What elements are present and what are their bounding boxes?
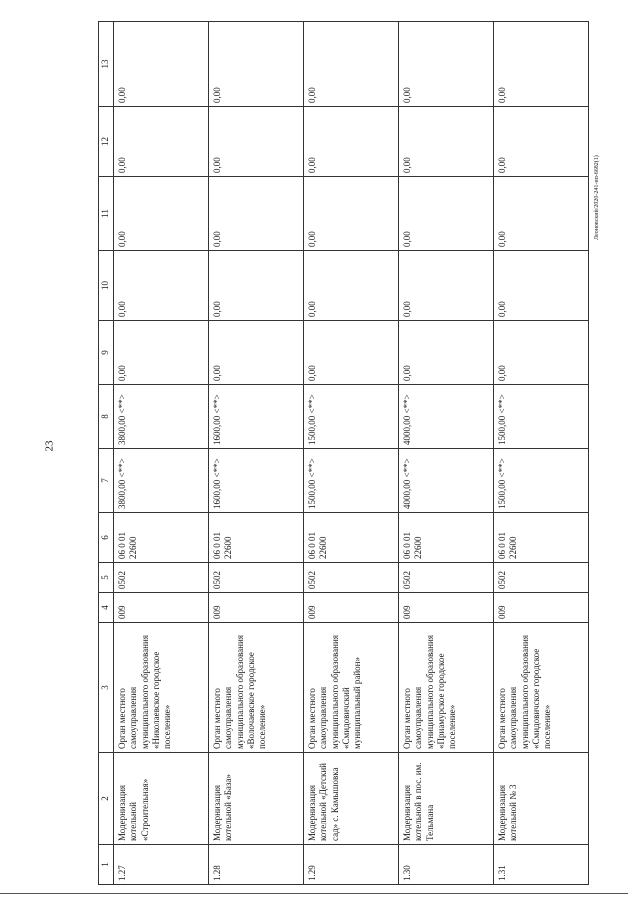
table-cell-col-10: 0,00 <box>304 251 399 321</box>
table-cell-col-10: 0,00 <box>494 251 589 321</box>
table-cell-col-2: Модернизация котельной «Детский сад» с. Камышовка <box>304 753 399 845</box>
table-cell-col-11: 0,00 <box>494 177 589 251</box>
table-row <box>114 22 209 885</box>
table-cell-col-6: 06 0 01 22600 <box>399 513 494 563</box>
rotated-table-frame <box>98 22 586 885</box>
table-cell-col-5: 0502 <box>209 563 304 593</box>
table-cell-col-5: 0502 <box>399 563 494 593</box>
table-cell-col-1: 1.28 <box>209 845 304 885</box>
table-row <box>399 22 494 885</box>
table-cell-col-2: Модернизация котельной «Строительная» <box>114 753 209 845</box>
table-cell-col-4: 009 <box>209 593 304 623</box>
table-cell-col-3: Орган местного самоуправления муниципального образования «Приамурское городское поселение» <box>399 623 494 753</box>
table-cell-col-8: 1600,00 <**> <box>209 385 304 449</box>
table-cell-col-7: 3800,00 <**> <box>114 449 209 513</box>
table-cell-col-7: 1500,00 <**> <box>304 449 399 513</box>
table-row <box>209 22 304 885</box>
table-cell-col-9: 0,00 <box>209 321 304 385</box>
program-table <box>98 21 589 885</box>
column-header-7: 7 <box>99 449 114 513</box>
table-cell-col-1: 1.30 <box>399 845 494 885</box>
table-cell-col-6: 06 0 01 22600 <box>209 513 304 563</box>
table-cell-col-6: 06 0 01 22600 <box>114 513 209 563</box>
table-cell-col-2: Модернизация котельной № 3 <box>494 753 589 845</box>
table-cell-col-11: 0,00 <box>304 177 399 251</box>
column-header-3: 3 <box>99 623 114 753</box>
table-cell-col-3: Орган местного самоуправления муниципального образования «Смидовичский муниципальный район» <box>304 623 399 753</box>
table-cell-col-3: Орган местного самоуправления муниципального образования «Смидовичское городское поселение» <box>494 623 589 753</box>
table-cell-col-7: 1600,00 <**> <box>209 449 304 513</box>
table-cell-col-9: 0,00 <box>114 321 209 385</box>
table-cell-col-5: 0502 <box>114 563 209 593</box>
column-header-12: 12 <box>99 107 114 177</box>
table-cell-col-10: 0,00 <box>114 251 209 321</box>
table-cell-col-13: 0,00 <box>114 22 209 107</box>
table-cell-col-10: 0,00 <box>209 251 304 321</box>
table-cell-col-11: 0,00 <box>209 177 304 251</box>
column-header-8: 8 <box>99 385 114 449</box>
table-cell-col-11: 0,00 <box>399 177 494 251</box>
table-cell-col-8: 1500,00 <**> <box>304 385 399 449</box>
table-cell-col-8: 3800,00 <**> <box>114 385 209 449</box>
column-header-13: 13 <box>99 22 114 107</box>
table-cell-col-9: 0,00 <box>399 321 494 385</box>
column-header-6: 6 <box>99 513 114 563</box>
table-cell-col-13: 0,00 <box>399 22 494 107</box>
table-cell-col-12: 0,00 <box>494 107 589 177</box>
table-row <box>304 22 399 885</box>
document-id: Леоновский/2020-241-нп-6682(1) <box>594 155 600 240</box>
column-header-11: 11 <box>99 177 114 251</box>
table-cell-col-13: 0,00 <box>304 22 399 107</box>
column-header-5: 5 <box>99 563 114 593</box>
table-cell-col-7: 1500,00 <**> <box>494 449 589 513</box>
table-cell-col-10: 0,00 <box>399 251 494 321</box>
table-cell-col-13: 0,00 <box>494 22 589 107</box>
page-number: 23 <box>43 440 56 452</box>
bottom-rule <box>0 893 628 894</box>
table-cell-col-9: 0,00 <box>494 321 589 385</box>
table-cell-col-5: 0502 <box>304 563 399 593</box>
table-cell-col-4: 009 <box>399 593 494 623</box>
column-header-9: 9 <box>99 321 114 385</box>
table-cell-col-8: 4000,00 <**> <box>399 385 494 449</box>
table-cell-col-11: 0,00 <box>114 177 209 251</box>
table-cell-col-7: 4000,00 <**> <box>399 449 494 513</box>
column-header-4: 4 <box>99 593 114 623</box>
table-cell-col-4: 009 <box>494 593 589 623</box>
table-cell-col-1: 1.27 <box>114 845 209 885</box>
table-cell-col-1: 1.29 <box>304 845 399 885</box>
table-cell-col-8: 1500,00 <**> <box>494 385 589 449</box>
table-cell-col-12: 0,00 <box>399 107 494 177</box>
column-header-2: 2 <box>99 753 114 845</box>
table-cell-col-2: Модернизация котельной «База» <box>209 753 304 845</box>
table-cell-col-12: 0,00 <box>209 107 304 177</box>
column-header-10: 10 <box>99 251 114 321</box>
table-cell-col-4: 009 <box>114 593 209 623</box>
table-row <box>494 22 589 885</box>
table-cell-col-1: 1.31 <box>494 845 589 885</box>
table-cell-col-6: 06 0 01 22600 <box>304 513 399 563</box>
table-body <box>114 22 589 885</box>
table-cell-col-12: 0,00 <box>114 107 209 177</box>
table-cell-col-12: 0,00 <box>304 107 399 177</box>
table-cell-col-2: Модернизация котельной в пос. им. Тельмана <box>399 753 494 845</box>
table-cell-col-5: 0502 <box>494 563 589 593</box>
column-header-1: 1 <box>99 845 114 885</box>
table-cell-col-6: 06 0 01 22600 <box>494 513 589 563</box>
table-cell-col-3: Орган местного самоуправления муниципального образования «Николаевское городское поселение» <box>114 623 209 753</box>
table-cell-col-9: 0,00 <box>304 321 399 385</box>
header-row <box>99 22 114 885</box>
table-cell-col-3: Орган местного самоуправления муниципального образования «Волочаевское городское поселение» <box>209 623 304 753</box>
table-cell-col-4: 009 <box>304 593 399 623</box>
table-cell-col-13: 0,00 <box>209 22 304 107</box>
